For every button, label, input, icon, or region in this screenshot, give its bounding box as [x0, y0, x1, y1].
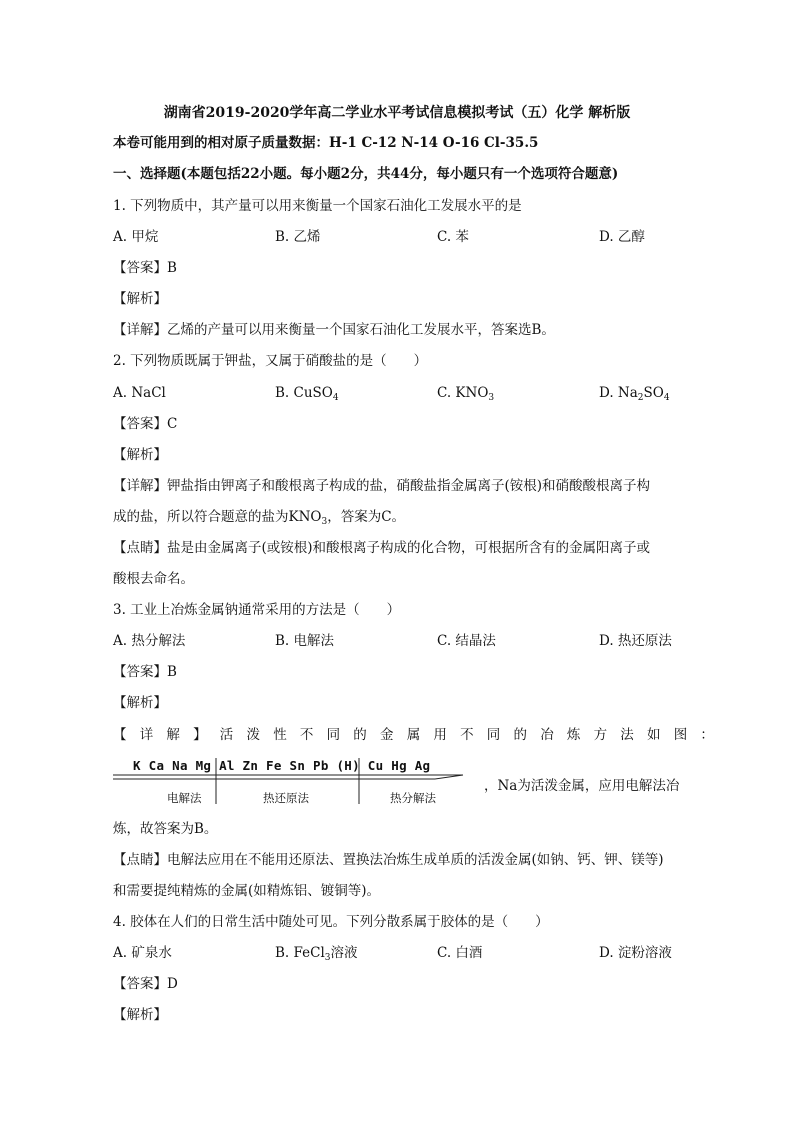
q2-option-b: B. CuSO$_4$: [275, 385, 339, 403]
q1-analysis-label: 【解析】: [113, 291, 167, 307]
q3-analysis-label: 【解析】: [113, 695, 167, 711]
q1-detail: 【详解】乙烯的产量可以用来衡量一个国家石油化工发展水平，答案选B。: [113, 322, 555, 338]
q2-point-line1: 【点睛】盐是由金属离子(或铵根)和酸根离子构成的化合物，可根据所含有的金属阳离子或: [113, 540, 651, 556]
q2-answer: 【答案】C: [113, 416, 178, 432]
q3-option-a: A. 热分解法: [113, 633, 186, 649]
q3-option-d: D. 热还原法: [599, 633, 672, 649]
q4-stem: 4. 胶体在人们的日常生活中随处可见。下列分散系属于胶体的是（ ）: [113, 914, 549, 930]
q3-option-c: C. 结晶法: [437, 633, 496, 649]
q4-option-b: B. FeCl$_3$溶液: [275, 945, 358, 963]
segment-electrolysis-label: 电解法: [167, 791, 202, 805]
q3-detail-line1: 【详解】活泼性不同的金属用不同的冶炼方法如图：: [113, 727, 728, 743]
q2-option-c: C. $KNO_3$: [437, 385, 495, 403]
segment-thermal-decomposition-label: 热分解法: [390, 791, 436, 805]
q2-analysis-label: 【解析】: [113, 447, 167, 463]
q1-stem: 1. 下列物质中，其产量可以用来衡量一个国家石油化工发展水平的是: [113, 198, 522, 214]
metal-smelting-diagram: [113, 752, 467, 808]
q3-detail-line2: 炼，故答案为B。: [113, 821, 218, 837]
q1-option-b: B. 乙烯: [275, 229, 321, 245]
q1-option-d: D. 乙醇: [599, 229, 645, 245]
q1-option-c: C. 苯: [437, 229, 469, 245]
q2-option-a: A. NaCl: [113, 385, 166, 401]
q4-option-d: D. 淀粉溶液: [599, 945, 672, 961]
q3-answer: 【答案】B: [113, 664, 177, 680]
document-title: 湖南省2019-2020学年高二学业水平考试信息模拟考试（五）化学 解析版: [163, 105, 631, 121]
q2-point-line2: 酸根去命名。: [113, 571, 194, 587]
metal-activity-series: K Ca Na Mg Al Zn Fe Sn Pb (H) Cu Hg Ag: [133, 758, 431, 773]
q3-option-b: B. 电解法: [275, 633, 335, 649]
q2-detail-line2: 成的盐，所以符合题意的盐为$KNO_3$，答案为C。: [113, 509, 406, 527]
q3-stem: 3. 工业上冶炼金属钠通常采用的方法是（ ）: [113, 602, 401, 618]
q3-point-line1: 【点睛】电解法应用在不能用还原法、置换法冶炼生成单质的活泼金属(如钠、钙、钾、镁等): [113, 852, 664, 868]
q2-stem: 2. 下列物质既属于钾盐，又属于硝酸盐的是（ ）: [113, 353, 428, 369]
q1-answer: 【答案】B: [113, 260, 177, 276]
q2-option-d: D. $Na_2SO_4$: [599, 385, 670, 403]
q4-option-c: C. 白酒: [437, 945, 483, 961]
q2-detail-line1: 【详解】钾盐指由钾离子和酸根离子构成的盐，硝酸盐指金属离子(铵根)和硝酸酸根离子构: [113, 478, 651, 494]
segment-thermal-reduction-label: 热还原法: [263, 791, 309, 805]
q4-option-a: A. 矿泉水: [113, 945, 172, 961]
q3-point-line2: 和需要提纯精炼的金属(如精炼铝、镀铜等)。: [113, 883, 381, 899]
q1-option-a: A. 甲烷: [113, 229, 159, 245]
atomic-mass-note: 本卷可能用到的相对原子质量数据：H-1 C-12 N-14 O-16 Cl-35.5: [113, 135, 539, 151]
q4-analysis-label: 【解析】: [113, 1007, 167, 1023]
q3-detail-after-diagram: ，Na为活泼金属，应用电解法冶: [484, 778, 680, 794]
q4-answer: 【答案】D: [113, 976, 178, 992]
section-header: 一、选择题(本题包括22小题。每小题2分，共44分，每小题只有一个选项符合题意): [113, 166, 619, 182]
